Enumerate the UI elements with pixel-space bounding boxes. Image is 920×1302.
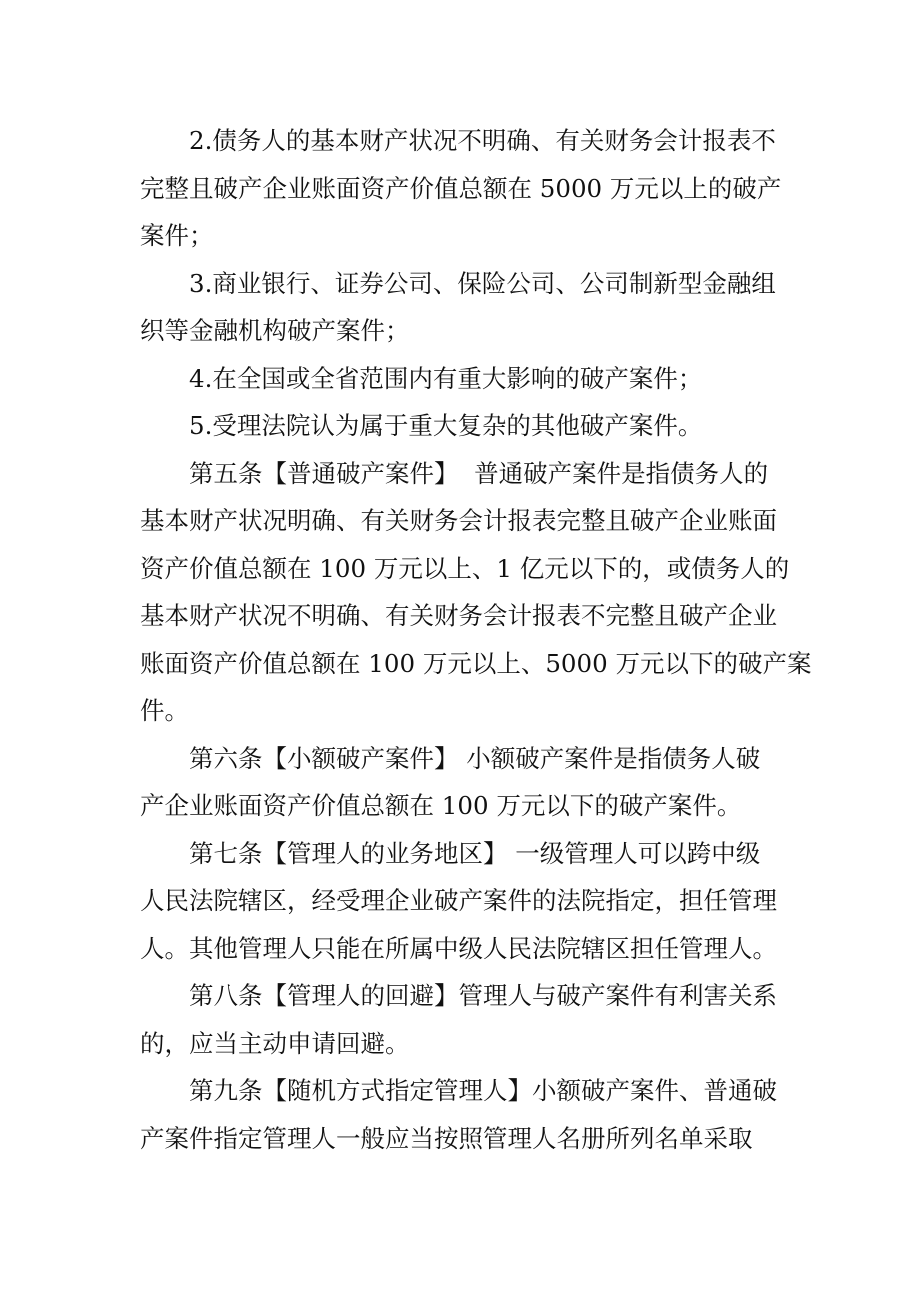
paragraph-item-4 bbox=[140, 355, 790, 403]
text-line: 人民法院辖区，经受理企业破产案件的法院指定，担任管理 bbox=[140, 886, 777, 915]
text-line: 案件； bbox=[140, 221, 214, 250]
text-line: 第八条【管理人的回避】管理人与破产案件有利害关系 bbox=[189, 981, 777, 1010]
paragraph-item-3 bbox=[140, 260, 790, 355]
paragraph-item-2 bbox=[140, 117, 790, 260]
text-line: 账面资产价值总额在 100 万元以上、5000 万元以下的破产案 bbox=[140, 648, 812, 678]
text-line: 完整且破产企业账面资产价值总额在 5000 万元以上的破产 bbox=[140, 173, 782, 203]
text-line: 产案件指定管理人一般应当按照管理人名册所列名单采取 bbox=[140, 1123, 753, 1153]
paragraph-article-8 bbox=[140, 972, 790, 1067]
paragraph-article-9 bbox=[140, 1067, 790, 1162]
text-line: 人。其他管理人只能在所属中级人民法院辖区担任管理人。 bbox=[140, 933, 777, 963]
text-line: 5.受理法院认为属于重大复杂的其他破产案件。 bbox=[189, 411, 703, 440]
paragraph-item-5 bbox=[140, 402, 790, 450]
document-body bbox=[140, 117, 812, 1162]
text-line: 产企业账面资产价值总额在 100 万元以下的破产案件。 bbox=[140, 791, 742, 820]
paragraph-article-5 bbox=[140, 450, 812, 735]
text-line: 基本财产状况不明确、有关财务会计报表不完整且破产企业 bbox=[140, 601, 777, 630]
text-line: 第九条【随机方式指定管理人】小额破产案件、普通破 bbox=[189, 1076, 777, 1105]
text-line: 4.在全国或全省范围内有重大影响的破产案件； bbox=[189, 363, 703, 393]
text-line: 的，应当主动申请回避。 bbox=[140, 1028, 410, 1058]
paragraph-article-6 bbox=[140, 735, 790, 830]
text-line: 基本财产状况明确、有关财务会计报表完整且破产企业账面 bbox=[140, 506, 777, 535]
text-line: 第五条【普通破产案件】 普通破产案件是指债务人的 bbox=[189, 458, 769, 488]
text-line: 3.商业银行、证券公司、保险公司、公司制新型金融组 bbox=[189, 268, 776, 298]
text-line: 件。 bbox=[140, 696, 189, 725]
text-line: 2.债务人的基本财产状况不明确、有关财务会计报表不 bbox=[189, 126, 776, 155]
paragraph-article-7 bbox=[140, 830, 790, 973]
text-line: 资产价值总额在 100 万元以上、1 亿元以下的，或债务人的 bbox=[140, 553, 790, 583]
text-line: 第七条【管理人的业务地区】 一级管理人可以跨中级 bbox=[189, 838, 761, 868]
text-line: 第六条【小额破产案件】 小额破产案件是指债务人破 bbox=[189, 743, 761, 773]
text-line: 织等金融机构破产案件； bbox=[140, 316, 410, 345]
